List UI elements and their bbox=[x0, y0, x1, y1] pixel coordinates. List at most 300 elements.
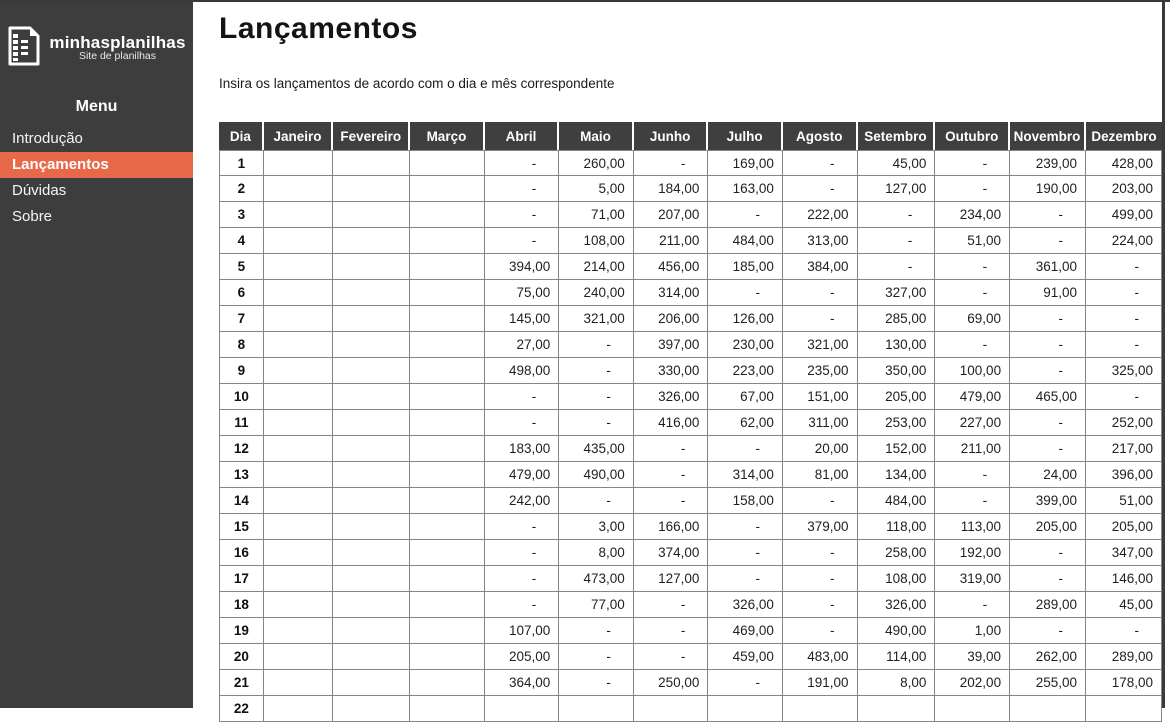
value-cell[interactable]: - bbox=[935, 150, 1010, 176]
value-cell[interactable]: 490,00 bbox=[559, 462, 634, 488]
value-cell[interactable]: - bbox=[708, 540, 783, 566]
value-cell[interactable] bbox=[264, 436, 334, 462]
value-cell[interactable]: - bbox=[485, 228, 560, 254]
value-cell[interactable]: 289,00 bbox=[1010, 592, 1086, 618]
value-cell[interactable]: 479,00 bbox=[935, 384, 1010, 410]
value-cell[interactable]: 428,00 bbox=[1086, 150, 1162, 176]
value-cell[interactable]: 490,00 bbox=[858, 618, 936, 644]
value-cell[interactable]: 203,00 bbox=[1086, 176, 1162, 202]
value-cell[interactable]: 45,00 bbox=[858, 150, 936, 176]
value-cell[interactable]: - bbox=[1086, 618, 1162, 644]
value-cell[interactable]: 314,00 bbox=[634, 280, 709, 306]
table-row-day-2 bbox=[219, 176, 1162, 202]
value-cell[interactable] bbox=[333, 410, 410, 436]
page-subtitle: Insira os lançamentos de acordo com o dia e mês correspondente bbox=[219, 76, 615, 91]
day-cell: 2 bbox=[219, 176, 264, 202]
value-cell[interactable] bbox=[333, 488, 410, 514]
value-cell[interactable]: 319,00 bbox=[935, 566, 1010, 592]
value-cell[interactable]: 45,00 bbox=[1086, 592, 1162, 618]
day-cell: 10 bbox=[219, 384, 264, 410]
value-cell[interactable] bbox=[333, 306, 410, 332]
value-cell[interactable]: 350,00 bbox=[858, 358, 936, 384]
value-cell[interactable] bbox=[410, 436, 484, 462]
value-cell[interactable]: - bbox=[1010, 306, 1086, 332]
site-logo[interactable] bbox=[0, 0, 193, 72]
value-cell[interactable]: 260,00 bbox=[559, 150, 634, 176]
value-cell[interactable]: 242,00 bbox=[485, 488, 560, 514]
value-cell[interactable]: - bbox=[783, 176, 858, 202]
value-cell[interactable]: 394,00 bbox=[485, 254, 560, 280]
value-cell[interactable]: - bbox=[1010, 618, 1086, 644]
table-row-day-15 bbox=[219, 514, 1162, 540]
value-cell[interactable] bbox=[410, 488, 484, 514]
value-cell[interactable]: 327,00 bbox=[858, 280, 936, 306]
value-cell[interactable]: - bbox=[559, 358, 634, 384]
sidebar bbox=[0, 0, 193, 708]
value-cell[interactable]: 91,00 bbox=[1010, 280, 1086, 306]
value-cell[interactable] bbox=[410, 280, 484, 306]
value-cell[interactable]: - bbox=[858, 228, 936, 254]
value-cell[interactable] bbox=[333, 332, 410, 358]
value-cell[interactable] bbox=[264, 488, 334, 514]
value-cell[interactable]: 3,00 bbox=[559, 514, 634, 540]
value-cell[interactable] bbox=[264, 280, 334, 306]
sidebar-item-duvidas[interactable]: Dúvidas bbox=[12, 182, 67, 199]
value-cell[interactable]: 252,00 bbox=[1086, 410, 1162, 436]
value-cell[interactable]: - bbox=[1010, 228, 1086, 254]
column-header-agosto: Agosto bbox=[783, 122, 858, 150]
menu-title: Menu bbox=[75, 98, 118, 115]
value-cell[interactable]: - bbox=[708, 436, 783, 462]
value-cell[interactable]: 325,00 bbox=[1086, 358, 1162, 384]
value-cell[interactable]: - bbox=[783, 306, 858, 332]
value-cell[interactable]: 399,00 bbox=[1010, 488, 1086, 514]
value-cell[interactable] bbox=[559, 696, 634, 722]
value-cell[interactable]: 465,00 bbox=[1010, 384, 1086, 410]
value-cell[interactable] bbox=[410, 618, 484, 644]
value-cell[interactable]: 483,00 bbox=[783, 644, 858, 670]
value-cell[interactable]: 192,00 bbox=[935, 540, 1010, 566]
value-cell[interactable] bbox=[264, 540, 334, 566]
value-cell[interactable]: 114,00 bbox=[858, 644, 936, 670]
value-cell[interactable]: - bbox=[559, 618, 634, 644]
value-cell[interactable]: - bbox=[783, 150, 858, 176]
value-cell[interactable]: 67,00 bbox=[708, 384, 783, 410]
value-cell[interactable]: 62,00 bbox=[708, 410, 783, 436]
value-cell[interactable]: - bbox=[783, 592, 858, 618]
value-cell[interactable]: 77,00 bbox=[559, 592, 634, 618]
value-cell[interactable]: 224,00 bbox=[1086, 228, 1162, 254]
value-cell[interactable]: - bbox=[1086, 306, 1162, 332]
value-cell[interactable]: 75,00 bbox=[485, 280, 560, 306]
value-cell[interactable]: 51,00 bbox=[935, 228, 1010, 254]
value-cell[interactable]: 416,00 bbox=[634, 410, 709, 436]
value-cell[interactable]: 313,00 bbox=[783, 228, 858, 254]
value-cell[interactable] bbox=[333, 384, 410, 410]
value-cell[interactable] bbox=[410, 462, 484, 488]
value-cell[interactable]: 205,00 bbox=[858, 384, 936, 410]
value-cell[interactable]: 230,00 bbox=[708, 332, 783, 358]
value-cell[interactable]: - bbox=[634, 462, 709, 488]
value-cell[interactable]: 8,00 bbox=[858, 670, 936, 696]
value-cell[interactable]: - bbox=[485, 202, 560, 228]
value-cell[interactable] bbox=[333, 618, 410, 644]
value-cell[interactable]: 330,00 bbox=[634, 358, 709, 384]
page-title: Lançamentos bbox=[219, 12, 418, 45]
value-cell[interactable]: 113,00 bbox=[935, 514, 1010, 540]
value-cell[interactable] bbox=[333, 436, 410, 462]
value-cell[interactable]: 151,00 bbox=[783, 384, 858, 410]
value-cell[interactable] bbox=[1086, 696, 1162, 722]
value-cell[interactable]: 397,00 bbox=[634, 332, 709, 358]
spreadsheet-document-icon bbox=[7, 26, 41, 71]
value-cell[interactable]: 479,00 bbox=[485, 462, 560, 488]
value-cell[interactable]: 152,00 bbox=[858, 436, 936, 462]
value-cell[interactable] bbox=[264, 644, 334, 670]
value-cell[interactable]: - bbox=[1010, 358, 1086, 384]
value-cell[interactable]: 206,00 bbox=[634, 306, 709, 332]
value-cell[interactable] bbox=[410, 306, 484, 332]
value-cell[interactable]: - bbox=[485, 384, 560, 410]
value-cell[interactable] bbox=[333, 462, 410, 488]
sidebar-item-sobre[interactable]: Sobre bbox=[12, 208, 53, 225]
value-cell[interactable]: - bbox=[1010, 332, 1086, 358]
value-cell[interactable]: 234,00 bbox=[935, 202, 1010, 228]
value-cell[interactable]: 185,00 bbox=[708, 254, 783, 280]
table-row-day-14 bbox=[219, 488, 1162, 514]
value-cell[interactable]: 1,00 bbox=[935, 618, 1010, 644]
value-cell[interactable] bbox=[264, 228, 334, 254]
value-cell[interactable]: - bbox=[559, 488, 634, 514]
value-cell[interactable]: 205,00 bbox=[1010, 514, 1086, 540]
value-cell[interactable]: 435,00 bbox=[559, 436, 634, 462]
value-cell[interactable]: 379,00 bbox=[783, 514, 858, 540]
value-cell[interactable]: - bbox=[634, 488, 709, 514]
value-cell[interactable] bbox=[333, 670, 410, 696]
value-cell[interactable]: 214,00 bbox=[559, 254, 634, 280]
value-cell[interactable]: - bbox=[708, 202, 783, 228]
table-row-day-11 bbox=[219, 410, 1162, 436]
value-cell[interactable]: 321,00 bbox=[559, 306, 634, 332]
value-cell[interactable] bbox=[333, 696, 410, 722]
value-cell[interactable]: 71,00 bbox=[559, 202, 634, 228]
value-cell[interactable]: 321,00 bbox=[783, 332, 858, 358]
table-row-day-4 bbox=[219, 228, 1162, 254]
value-cell[interactable]: - bbox=[485, 540, 560, 566]
value-cell[interactable] bbox=[410, 358, 484, 384]
value-cell[interactable]: 499,00 bbox=[1086, 202, 1162, 228]
value-cell[interactable]: - bbox=[935, 488, 1010, 514]
value-cell[interactable] bbox=[264, 358, 334, 384]
value-cell[interactable]: 217,00 bbox=[1086, 436, 1162, 462]
value-cell[interactable] bbox=[264, 592, 334, 618]
value-cell[interactable]: 134,00 bbox=[858, 462, 936, 488]
value-cell[interactable]: 20,00 bbox=[783, 436, 858, 462]
value-cell[interactable]: 326,00 bbox=[708, 592, 783, 618]
value-cell[interactable]: 146,00 bbox=[1086, 566, 1162, 592]
value-cell[interactable]: 183,00 bbox=[485, 436, 560, 462]
value-cell[interactable] bbox=[410, 670, 484, 696]
day-cell: 16 bbox=[219, 540, 264, 566]
value-cell[interactable] bbox=[708, 696, 783, 722]
value-cell[interactable] bbox=[634, 696, 709, 722]
column-header-fevereiro: Fevereiro bbox=[333, 122, 410, 150]
value-cell[interactable] bbox=[264, 306, 334, 332]
value-cell[interactable] bbox=[410, 332, 484, 358]
value-cell[interactable]: - bbox=[935, 592, 1010, 618]
value-cell[interactable]: 285,00 bbox=[858, 306, 936, 332]
table-row-day-1 bbox=[219, 150, 1162, 176]
page-top-border bbox=[0, 0, 1170, 2]
value-cell[interactable]: 364,00 bbox=[485, 670, 560, 696]
value-cell[interactable]: 211,00 bbox=[935, 436, 1010, 462]
value-cell[interactable]: 374,00 bbox=[634, 540, 709, 566]
value-cell[interactable]: - bbox=[935, 254, 1010, 280]
value-cell[interactable]: - bbox=[783, 540, 858, 566]
value-cell[interactable]: - bbox=[783, 280, 858, 306]
value-cell[interactable] bbox=[333, 644, 410, 670]
value-cell[interactable]: - bbox=[485, 566, 560, 592]
value-cell[interactable]: 347,00 bbox=[1086, 540, 1162, 566]
value-cell[interactable] bbox=[410, 254, 484, 280]
value-cell[interactable]: - bbox=[935, 280, 1010, 306]
value-cell[interactable]: 145,00 bbox=[485, 306, 560, 332]
value-cell[interactable] bbox=[410, 696, 484, 722]
value-cell[interactable] bbox=[264, 514, 334, 540]
day-cell: 8 bbox=[219, 332, 264, 358]
value-cell[interactable]: - bbox=[485, 176, 560, 202]
value-cell[interactable]: 169,00 bbox=[708, 150, 783, 176]
value-cell[interactable] bbox=[410, 228, 484, 254]
value-cell[interactable]: - bbox=[634, 436, 709, 462]
value-cell[interactable]: - bbox=[559, 332, 634, 358]
value-cell[interactable] bbox=[264, 150, 334, 176]
value-cell[interactable]: 130,00 bbox=[858, 332, 936, 358]
value-cell[interactable]: 211,00 bbox=[634, 228, 709, 254]
value-cell[interactable] bbox=[264, 176, 334, 202]
value-cell[interactable]: 39,00 bbox=[935, 644, 1010, 670]
main-content bbox=[193, 0, 1162, 716]
value-cell[interactable]: 227,00 bbox=[935, 410, 1010, 436]
value-cell[interactable]: - bbox=[559, 384, 634, 410]
sidebar-item-lancamentos[interactable]: Lançamentos bbox=[0, 152, 193, 178]
value-cell[interactable]: 250,00 bbox=[634, 670, 709, 696]
value-cell[interactable]: 459,00 bbox=[708, 644, 783, 670]
value-cell[interactable]: - bbox=[485, 150, 560, 176]
column-header-maio: Maio bbox=[559, 122, 634, 150]
value-cell[interactable]: 118,00 bbox=[858, 514, 936, 540]
value-cell[interactable]: 314,00 bbox=[708, 462, 783, 488]
value-cell[interactable]: 223,00 bbox=[708, 358, 783, 384]
value-cell[interactable]: - bbox=[634, 618, 709, 644]
value-cell[interactable] bbox=[783, 696, 858, 722]
value-cell[interactable]: 361,00 bbox=[1010, 254, 1086, 280]
value-cell[interactable]: 8,00 bbox=[559, 540, 634, 566]
value-cell[interactable] bbox=[264, 410, 334, 436]
value-cell[interactable]: 484,00 bbox=[858, 488, 936, 514]
value-cell[interactable]: - bbox=[708, 670, 783, 696]
value-cell[interactable]: 163,00 bbox=[708, 176, 783, 202]
value-cell[interactable]: - bbox=[1086, 332, 1162, 358]
value-cell[interactable]: - bbox=[1086, 254, 1162, 280]
value-cell[interactable] bbox=[410, 566, 484, 592]
value-cell[interactable]: - bbox=[634, 592, 709, 618]
value-cell[interactable] bbox=[333, 228, 410, 254]
value-cell[interactable]: 127,00 bbox=[858, 176, 936, 202]
value-cell[interactable]: 5,00 bbox=[559, 176, 634, 202]
value-cell[interactable] bbox=[858, 696, 936, 722]
table-row-day-22 bbox=[219, 696, 1162, 722]
day-cell: 3 bbox=[219, 202, 264, 228]
value-cell[interactable]: 69,00 bbox=[935, 306, 1010, 332]
value-cell[interactable]: 184,00 bbox=[634, 176, 709, 202]
value-cell[interactable]: 239,00 bbox=[1010, 150, 1086, 176]
value-cell[interactable] bbox=[410, 384, 484, 410]
value-cell[interactable]: - bbox=[1010, 202, 1086, 228]
value-cell[interactable]: 484,00 bbox=[708, 228, 783, 254]
day-cell: 18 bbox=[219, 592, 264, 618]
value-cell[interactable]: 27,00 bbox=[485, 332, 560, 358]
value-cell[interactable] bbox=[264, 618, 334, 644]
value-cell[interactable]: 255,00 bbox=[1010, 670, 1086, 696]
value-cell[interactable]: 207,00 bbox=[634, 202, 709, 228]
value-cell[interactable] bbox=[333, 150, 410, 176]
value-cell[interactable]: 235,00 bbox=[783, 358, 858, 384]
value-cell[interactable]: 158,00 bbox=[708, 488, 783, 514]
value-cell[interactable]: - bbox=[935, 176, 1010, 202]
value-cell[interactable]: 456,00 bbox=[634, 254, 709, 280]
value-cell[interactable] bbox=[264, 696, 334, 722]
value-cell[interactable]: 127,00 bbox=[634, 566, 709, 592]
value-cell[interactable]: - bbox=[1086, 280, 1162, 306]
value-cell[interactable] bbox=[410, 540, 484, 566]
value-cell[interactable]: - bbox=[858, 202, 936, 228]
value-cell[interactable]: - bbox=[485, 514, 560, 540]
value-cell[interactable]: - bbox=[708, 514, 783, 540]
sidebar-item-introducao[interactable]: Introdução bbox=[12, 130, 83, 147]
value-cell[interactable] bbox=[264, 254, 334, 280]
value-cell[interactable] bbox=[264, 670, 334, 696]
value-cell[interactable]: - bbox=[559, 644, 634, 670]
value-cell[interactable]: - bbox=[1086, 384, 1162, 410]
value-cell[interactable] bbox=[410, 202, 484, 228]
value-cell[interactable] bbox=[1010, 696, 1086, 722]
value-cell[interactable]: 51,00 bbox=[1086, 488, 1162, 514]
value-cell[interactable] bbox=[333, 254, 410, 280]
value-cell[interactable]: 205,00 bbox=[485, 644, 560, 670]
value-cell[interactable]: - bbox=[1010, 436, 1086, 462]
value-cell[interactable]: - bbox=[783, 618, 858, 644]
value-cell[interactable]: 326,00 bbox=[858, 592, 936, 618]
value-cell[interactable]: - bbox=[1010, 410, 1086, 436]
value-cell[interactable] bbox=[333, 540, 410, 566]
value-cell[interactable]: 126,00 bbox=[708, 306, 783, 332]
day-cell: 13 bbox=[219, 462, 264, 488]
table-row-day-6 bbox=[219, 280, 1162, 306]
value-cell[interactable]: - bbox=[935, 332, 1010, 358]
value-cell[interactable]: - bbox=[1010, 566, 1086, 592]
value-cell[interactable] bbox=[264, 462, 334, 488]
value-cell[interactable] bbox=[264, 332, 334, 358]
value-cell[interactable] bbox=[333, 176, 410, 202]
value-cell[interactable]: - bbox=[858, 254, 936, 280]
value-cell[interactable]: 498,00 bbox=[485, 358, 560, 384]
value-cell[interactable]: - bbox=[708, 280, 783, 306]
value-cell[interactable]: 178,00 bbox=[1086, 670, 1162, 696]
value-cell[interactable]: 202,00 bbox=[935, 670, 1010, 696]
value-cell[interactable]: 240,00 bbox=[559, 280, 634, 306]
value-cell[interactable] bbox=[264, 202, 334, 228]
value-cell[interactable]: 396,00 bbox=[1086, 462, 1162, 488]
value-cell[interactable] bbox=[410, 514, 484, 540]
value-cell[interactable] bbox=[410, 644, 484, 670]
value-cell[interactable]: 108,00 bbox=[559, 228, 634, 254]
value-cell[interactable] bbox=[333, 202, 410, 228]
value-cell[interactable] bbox=[410, 176, 484, 202]
value-cell[interactable]: - bbox=[783, 566, 858, 592]
value-cell[interactable]: 289,00 bbox=[1086, 644, 1162, 670]
value-cell[interactable]: - bbox=[783, 488, 858, 514]
value-cell[interactable]: - bbox=[559, 410, 634, 436]
value-cell[interactable]: 311,00 bbox=[783, 410, 858, 436]
column-header-janeiro: Janeiro bbox=[264, 122, 334, 150]
value-cell[interactable] bbox=[333, 566, 410, 592]
value-cell[interactable]: - bbox=[1010, 540, 1086, 566]
value-cell[interactable] bbox=[333, 514, 410, 540]
value-cell[interactable]: 253,00 bbox=[858, 410, 936, 436]
value-cell[interactable]: 24,00 bbox=[1010, 462, 1086, 488]
value-cell[interactable] bbox=[935, 696, 1010, 722]
value-cell[interactable]: 262,00 bbox=[1010, 644, 1086, 670]
value-cell[interactable]: - bbox=[485, 410, 560, 436]
value-cell[interactable]: 258,00 bbox=[858, 540, 936, 566]
value-cell[interactable] bbox=[410, 150, 484, 176]
value-cell[interactable]: - bbox=[935, 462, 1010, 488]
value-cell[interactable]: 190,00 bbox=[1010, 176, 1086, 202]
value-cell[interactable]: 81,00 bbox=[783, 462, 858, 488]
value-cell[interactable] bbox=[264, 566, 334, 592]
value-cell[interactable]: 469,00 bbox=[708, 618, 783, 644]
value-cell[interactable]: 108,00 bbox=[858, 566, 936, 592]
value-cell[interactable] bbox=[410, 592, 484, 618]
value-cell[interactable] bbox=[485, 696, 560, 722]
value-cell[interactable]: 166,00 bbox=[634, 514, 709, 540]
value-cell[interactable]: - bbox=[559, 670, 634, 696]
value-cell[interactable]: 222,00 bbox=[783, 202, 858, 228]
value-cell[interactable]: 205,00 bbox=[1086, 514, 1162, 540]
column-header-outubro: Outubro bbox=[935, 122, 1010, 150]
launches-table bbox=[219, 122, 1162, 722]
value-cell[interactable] bbox=[333, 592, 410, 618]
logo-subtitle: Site de planilhas bbox=[78, 50, 157, 63]
column-header-dia: Dia bbox=[219, 122, 264, 150]
value-cell[interactable] bbox=[333, 280, 410, 306]
value-cell[interactable]: 107,00 bbox=[485, 618, 560, 644]
value-cell[interactable]: 326,00 bbox=[634, 384, 709, 410]
value-cell[interactable]: - bbox=[708, 566, 783, 592]
value-cell[interactable]: 100,00 bbox=[935, 358, 1010, 384]
value-cell[interactable]: 384,00 bbox=[783, 254, 858, 280]
value-cell[interactable]: - bbox=[634, 150, 709, 176]
value-cell[interactable]: 191,00 bbox=[783, 670, 858, 696]
value-cell[interactable] bbox=[410, 410, 484, 436]
logo-title: minhasplanilhas bbox=[49, 32, 186, 52]
value-cell[interactable] bbox=[333, 358, 410, 384]
value-cell[interactable]: - bbox=[634, 644, 709, 670]
value-cell[interactable]: 473,00 bbox=[559, 566, 634, 592]
value-cell[interactable]: - bbox=[485, 592, 560, 618]
value-cell[interactable] bbox=[264, 384, 334, 410]
